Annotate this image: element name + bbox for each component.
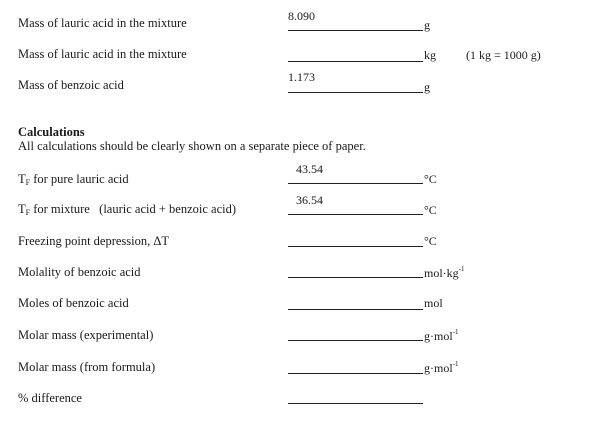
percent-difference-label: % difference — [18, 391, 82, 405]
mass-lauric-acid-kg-label: Mass of lauric acid in the mixture — [18, 47, 187, 61]
mass-lauric-acid-kg-unit: kg — [424, 48, 436, 62]
mass-lauric-acid-value: 8.090 — [288, 9, 315, 23]
moles-label: Moles of benzoic acid — [18, 296, 129, 310]
kg-conversion-note: (1 kg = 1000 g) — [466, 48, 541, 62]
mass-benzoic-acid-label: Mass of benzoic acid — [18, 78, 124, 92]
tf-mixture-label-main: T — [18, 202, 26, 216]
calculations-instruction: All calculations should be clearly shown on a separate piece of paper. — [18, 139, 366, 153]
tf-pure-blank[interactable] — [288, 183, 423, 184]
mass-lauric-acid-blank[interactable] — [288, 30, 423, 31]
moles-blank[interactable] — [288, 309, 423, 310]
tf-mixture-value: 36.54 — [296, 193, 323, 207]
molar-mass-experimental-unit — [424, 328, 459, 344]
percent-difference-blank[interactable] — [288, 403, 423, 404]
freezing-point-depression-blank[interactable] — [288, 246, 423, 247]
calculations-heading: Calculations — [18, 125, 85, 139]
freezing-point-depression-unit: °C — [424, 234, 437, 248]
mass-lauric-acid-label: Mass of lauric acid in the mixture — [18, 16, 187, 30]
molality-unit-main: mol·kg — [424, 266, 459, 280]
mass-benzoic-acid-unit: g — [424, 80, 430, 94]
molar-mass-experimental-unit-sup: -1 — [452, 328, 459, 336]
moles-unit: mol — [424, 296, 443, 310]
mass-lauric-acid-kg-blank[interactable] — [288, 61, 423, 62]
mass-benzoic-acid-blank[interactable] — [288, 92, 423, 93]
tf-pure-value: 43.54 — [296, 162, 323, 176]
molar-mass-formula-blank[interactable] — [288, 373, 423, 374]
molality-unit-sup: -1 — [458, 265, 465, 273]
mass-benzoic-acid-value: 1.173 — [288, 70, 315, 84]
molar-mass-formula-unit-main: g·mol — [424, 361, 453, 375]
tf-pure-label-sub: F — [25, 178, 31, 187]
tf-mixture-label — [18, 202, 236, 217]
molar-mass-experimental-blank[interactable] — [288, 340, 423, 341]
molality-blank[interactable] — [288, 277, 423, 278]
molar-mass-experimental-label: Molar mass (experimental) — [18, 328, 154, 342]
molar-mass-formula-unit-sup: -1 — [452, 360, 459, 368]
tf-pure-unit: °C — [424, 172, 437, 186]
tf-pure-label-rest: for pure lauric acid — [30, 172, 129, 186]
molality-label: Molality of benzoic acid — [18, 265, 141, 279]
mass-lauric-acid-unit: g — [424, 18, 430, 32]
molar-mass-experimental-unit-main: g·mol — [424, 329, 453, 343]
tf-mixture-unit: °C — [424, 203, 437, 217]
tf-mixture-label-rest: for mixture (lauric acid + benzoic acid) — [30, 202, 237, 216]
molality-unit — [424, 265, 465, 281]
freezing-point-depression-label: Freezing point depression, ΔT — [18, 234, 170, 248]
tf-pure-label — [18, 172, 129, 187]
molar-mass-formula-label: Molar mass (from formula) — [18, 360, 156, 374]
tf-mixture-label-sub: F — [25, 208, 31, 217]
tf-pure-label-main: T — [18, 172, 26, 186]
tf-mixture-blank[interactable] — [288, 214, 423, 215]
molar-mass-formula-unit — [424, 360, 459, 376]
